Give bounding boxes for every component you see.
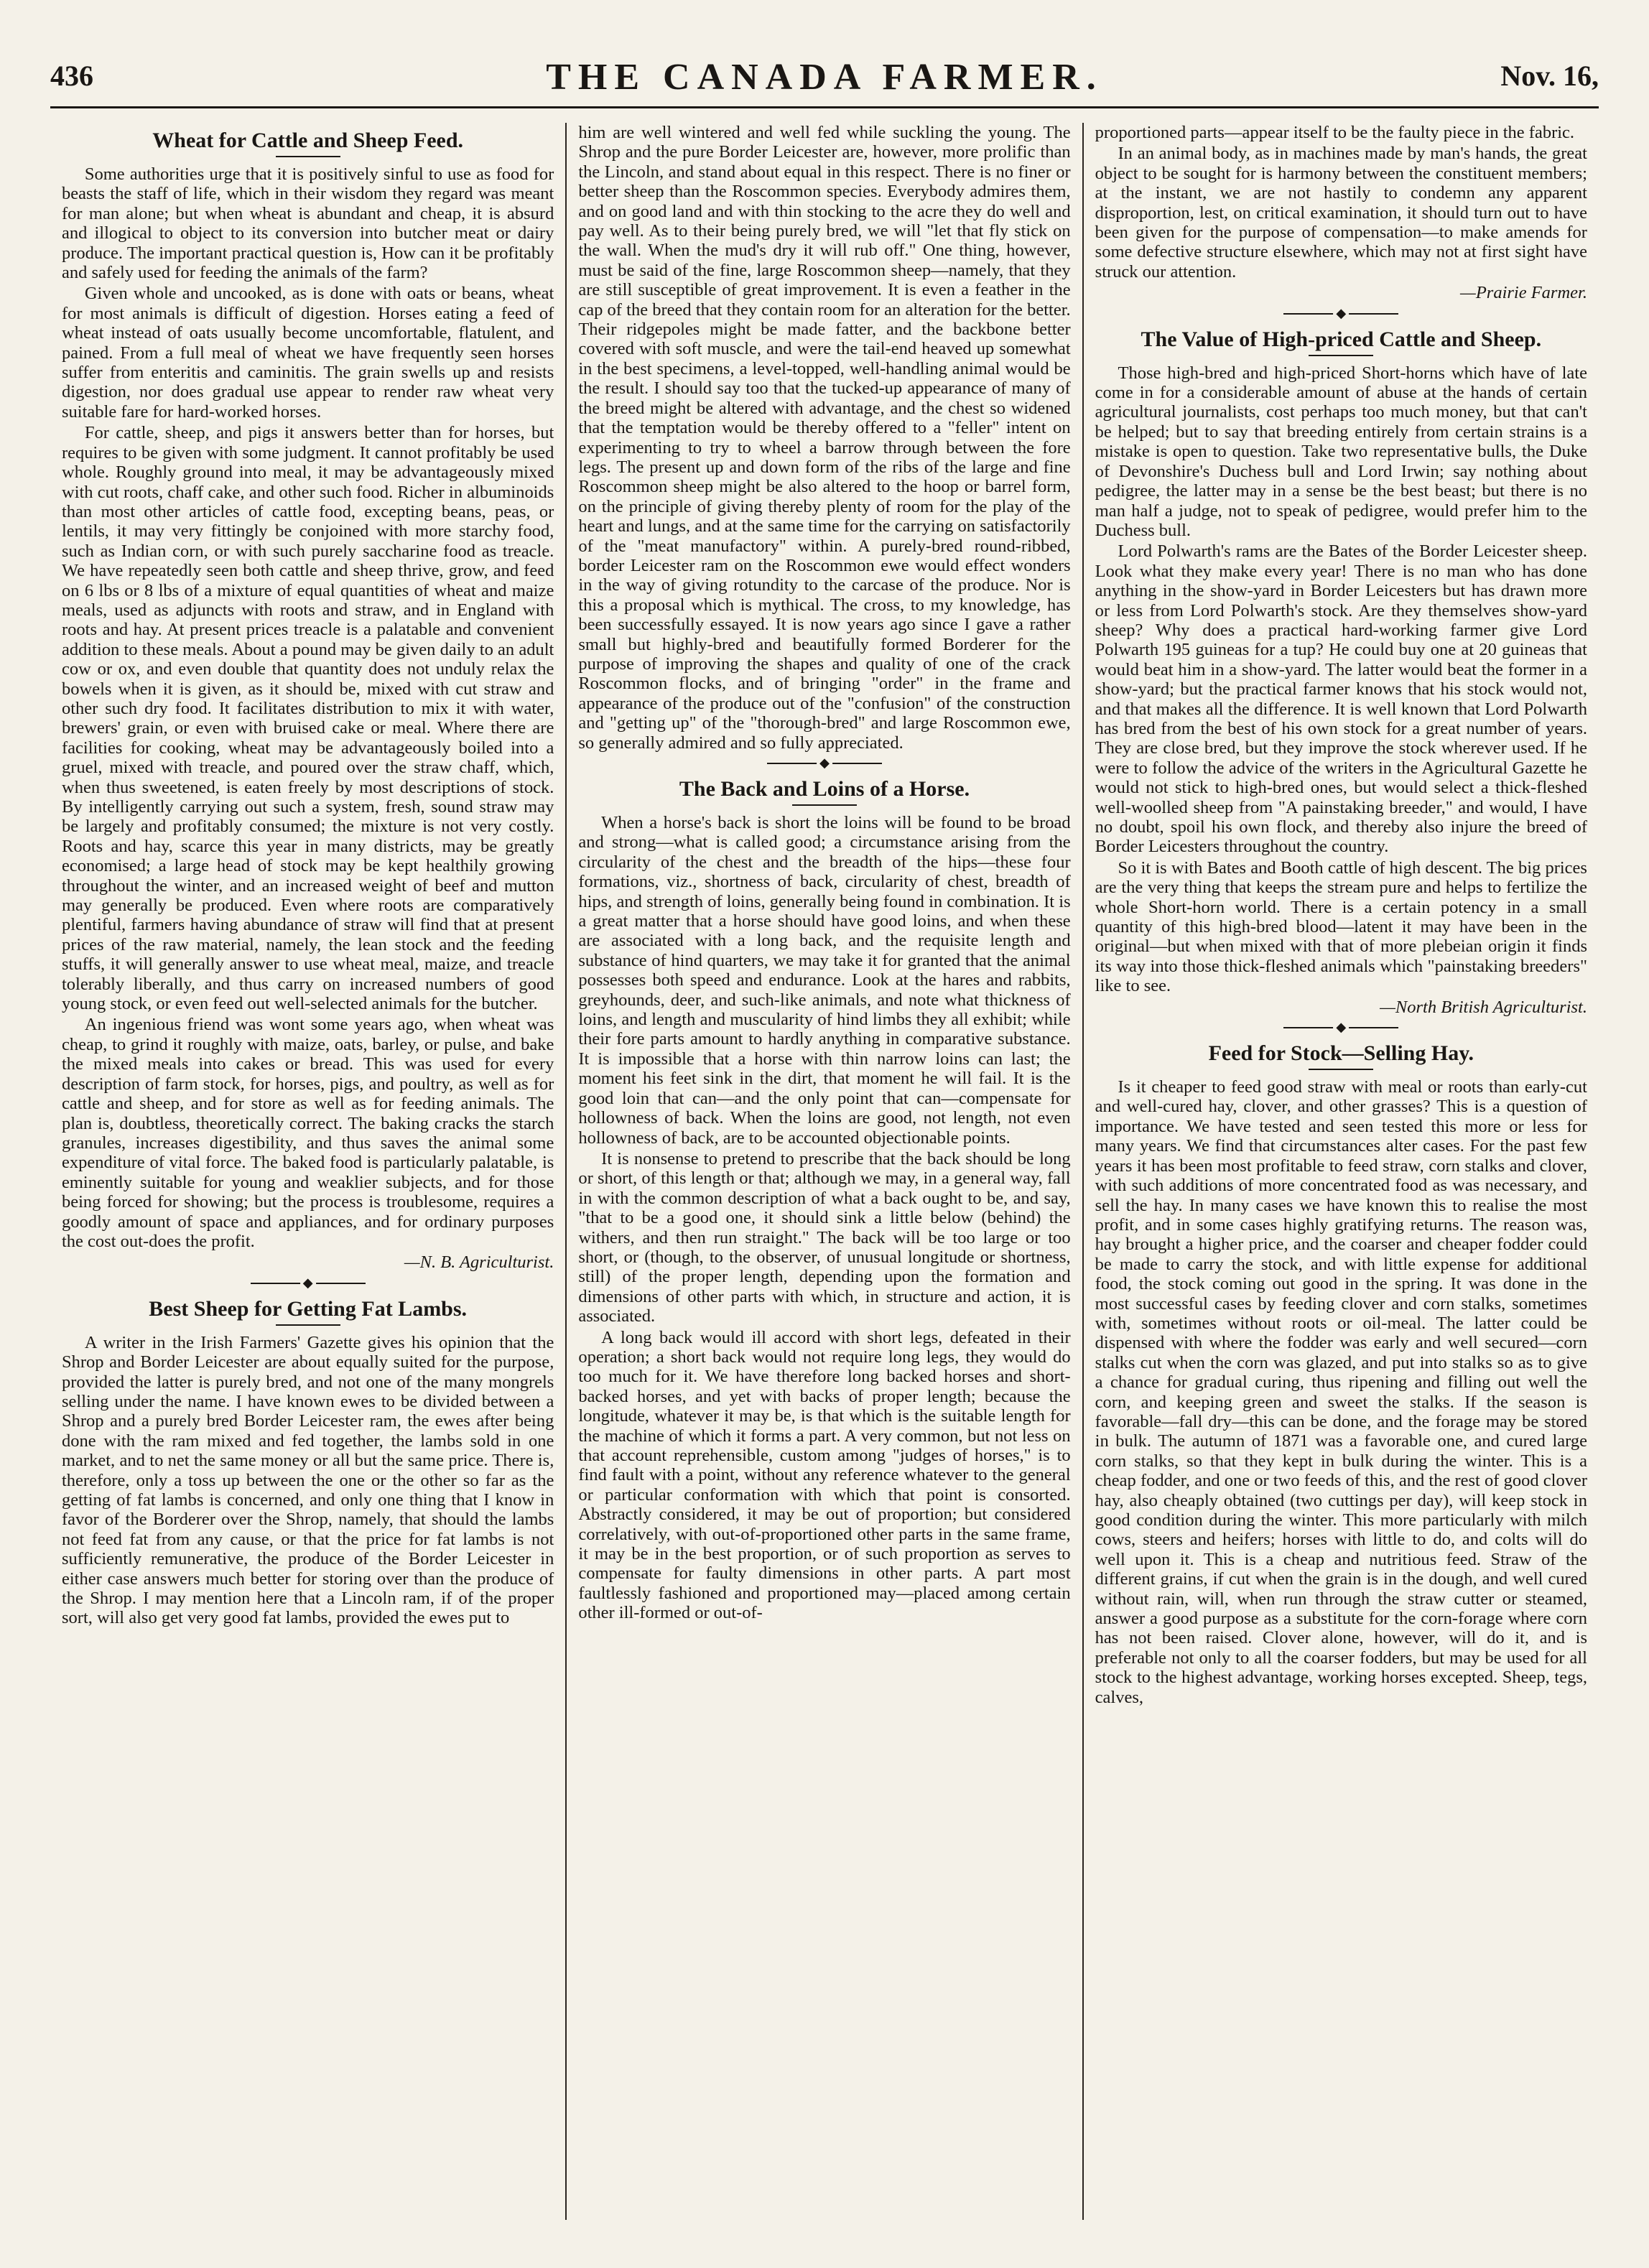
article-credit: —N. B. Agriculturist.: [404, 1252, 554, 1273]
title-rule: [1309, 355, 1373, 356]
article-paragraph: Some authorities urge that it is positively sinful to use as food for beasts the staff of life, which in their wisdom they regard was meant for man alone; but when wheat is abundant and cheap, it is absurd and illogical to object to its conversion into butcher meat or dairy produce. The important practical question is, How can it be profitably and safely used for feeding the animals of the farm?: [62, 164, 554, 283]
column-1: [50, 123, 565, 2220]
article-columns: [50, 123, 1599, 2220]
article-paragraph: For cattle, sheep, and pigs it answers better than for horses, but requires to be given with some judgment. It cannot profitably be used whole. Roughly ground into meal, it may be advantageously mixed with cut roots, chaff cake, and other such food. Richer in albuminoids than most other articles of cattle food, excepting beans, peas, or lentils, it may very fittingly be conjoined with more starchy food, such as Indian corn, or with such purely saccharine food as treacle. We have repeatedly seen both cattle and sheep thrive, grow, and feed on 6 lbs or 8 lbs of a mixture of equal quantities of wheat and maize meals, used as adjuncts with roots and straw, and in England with roots and hay. At present prices treacle is a palatable and convenient addition to these meals. About a pound may be given daily to an adult cow or ox, and even double that quantity does not unduly relax the bowels when it is given, as it should be, mixed with cut straw and other such dry food. It facilitates distribution to mix it with water, brewers' grain, or even with bruised cake or meal. Where there are facilities for cooking, wheat may be advantageously boiled into a gruel, mixed with treacle, and poured over the straw chaff, which, when thus sweetened, is eaten freely by most descriptions of stock. By intelligently carrying out such a system, fresh, sound straw may be largely and profitably consumed; the mixture is not very costly. Roots and hay, scarce this year in many districts, may be greatly economised; a large head of stock may be kept healthily growing throughout the winter, and an increased weight of beef and mutton may generally be produced. Even where roots are comparatively plentiful, farmers having abundance of straw will find that at present prices of the raw material, namely, the lean stock and the feeding stuffs, it will generally answer to use wheat meal, maize, and treacle tolerably liberally, and thus carry on increased numbers of good young stock, or even feed out well-selected animals for the butcher.: [62, 423, 554, 1014]
section-divider: [767, 763, 882, 770]
article-paragraph: So it is with Bates and Booth cattle of high descent. The big prices are the very thing that keeps the stream pure and helps to fertilize the whole Short-horn world. There is a certain potency in a small quantity of this high-bred blood—latent it may have been in the original—but when mixed with that of more plebeian origin it finds its way into those thick-fleshed animals which "painstaking breeders" like to see.: [1095, 858, 1587, 996]
article-paragraph: Those high-bred and high-priced Short-horns which have of late come in for a considerable amount of abuse at the hands of certain agricultural journalists, cost perhaps too much money, but that can't be helped; but to say that breeding entirely from certain strains is a mistake is open to question. Take two representative bulls, the Duke of Devonshire's Duchess bull and Lord Irwin; say nothing about pedigree, the latter may in a sense be the best beast; but there is no man half a judge, not to speak of pedigree, would prefer him to the Duchess bull.: [1095, 363, 1587, 540]
article-title: The Value of High-priced Cattle and Sheep.: [1141, 327, 1542, 351]
article-title: Feed for Stock—Selling Hay.: [1208, 1041, 1474, 1066]
article-paragraph: proportioned parts—appear itself to be the faulty piece in the fabric.: [1095, 123, 1575, 142]
title-rule: [276, 156, 340, 157]
paper-title: THE CANADA FARMER.: [546, 57, 1103, 98]
title-rule: [1309, 1069, 1373, 1070]
title-rule: [276, 1324, 340, 1326]
article-credit: —North British Agriculturist.: [1380, 997, 1587, 1017]
section-divider: [1283, 1027, 1398, 1034]
article-paragraph: Is it cheaper to feed good straw with meal or roots than early-cut and well-cured hay, clover, and other grasses? This is a question of importance. We have tested and seen tested this more or less for many years. We find that circumstances alter cases. For the past few years it has been most profitable to feed straw, corn stalks and clover, with such additions of more concentrated food as was necessary, and sell the hay. In many cases we have known this to realise the most profit, and in some cases highly gratifying returns. The reason was, hay brought a higher price, and the coarser and cheaper fodder could be made to carry the stock, and with little expense for additional food, the stock coming out good in the spring. It was done in the most successful cases by feeding clover and corn stalks, sometimes with, sometimes without roots or oil-meal. The latter could be dispensed with where the fodder was early and well secured—corn stalks cut when the corn was glazed, and put into stalks so as to give a chance for gradual curing, thus ripening and filling out well the corn, and keeping green and sweet the stalks. If the season is favorable—fall dry—this can be done, and the forage may be stored in bulk. The autumn of 1871 was a favorable one, and cured large corn stalks, so that they kept in bulk during the winter. This is a cheap fodder, and one or two feeds of this, and the rest of good clover hay, also cheaply obtained (two cuttings per day), will keep stock in good condition during the winter. This more particularly with milch cows, steers and heifers; horses with little to do, and colts will do well upon it. This is a cheap and nutritious feed. Straw of the different grains, if cut when the grain is in the dough, and well cured without rain, will, when run through the straw cutter or steamed, answer a good purpose as a substitute for the corn-forage where corn has not been raised. Clover alone, however, will do it, and is preferable not only to all the coarser fodders, but may be used for all stock to the highest advantage, working horses excepted. Sheep, tegs, calves,: [1095, 1077, 1587, 1707]
article-paragraph: An ingenious friend was wont some years ago, when wheat was cheap, to grind it roughly with maize, oats, barley, or pulse, and bake the mixed meals into cakes or bread. This was used for every description of farm stock, for horses, pigs, and poultry, as well as for cattle and sheep, and for store as well as for feeding animals. The plan is, doubtless, theoretically correct. The baking cracks the starch granules, increases digestibility, and thus saves the animal some expenditure of vital force. The baked food is particularly palatable, is eminently suitable for young and weaklier subjects, and for those being forced for showing; but the process is troublesome, requires a goodly amount of space and appliances, and for ordinary purposes the cost out-does the profit.: [62, 1015, 554, 1251]
article-title: Wheat for Cattle and Sheep Feed.: [152, 129, 464, 152]
article-credit: —Prairie Farmer.: [1460, 283, 1587, 303]
article-paragraph: him are well wintered and well fed while suckling the young. The Shrop and the pure Border Leicester are, however, more prolific than the Lincoln, and stand about equal in this respect. There is no finer or better sheep than the Roscommon species. Everybody admires them, and on good land and with thin stocking to the acre they do well and pay well. As to their being purely bred, we will "let that fly stick on the wall. When the mud's dry it will rub off." One thing, however, must be said of the fine, large Roscommon sheep—namely, that they are still susceptible of great improvement. It is even a feather in the cap of the breed that they contain room for an alteration for the better. Their ridgepoles might be made fatter, and the backbone better covered with soft muscle, and were the tail-end heaved up somewhat in the best specimens, a level-topped, well-handling animal would be the result. I should say too that the tucked-up appearance of many of the breed might be altered with advantage, and the chest so widened that the temptation would be thereby offered to a "feller" intent on experimenting to try to wheel a barrow through between the fore legs. The present up and down form of the ribs of the large and fine Roscommon sheep might be also altered to the hoop or barrel form, on the principle of giving thereby plenty of room for the play of the heart and lungs, and at the same time for the carrying on satisfactorily of the "meat manufactory" within. A purely-bred round-ribbed, border Leicester ram on the Roscommon ewe would effect wonders in the way of giving rotundity to the carcase of the produce. Nor is this a proposal which is mythical. The cross, to my knowledge, has been successfully essayed. It is now years ago since I gave a rather small but highly-bred and beautifully formed Borderer for the purpose of improving the shapes and quality of one of the crack Roscommon flocks, and of bringing "order" in the frame and appearance of the produce out of the "confusion" of the construction and "getting up" of the "thorough-bred" and large Roscommon ewe, so generally admired and so fully appreciated.: [578, 123, 1071, 753]
article-paragraph: A long back would ill accord with short legs, defeated in their operation; a short back would not require long legs, they would do too much for it. We have therefore long backed horses and short-backed horses, and yet with backs of proper length; because the longitude, whatever it may be, is that which is the suitable length for the machine of which it forms a part. A very common, but not less on that account reprehensible, custom among "judges of horses," is to find fault with a point, without any reference whatever to the general or particular conformation with which that point is consorted. Abstractly considered, it may be out of proportion; but considered correlatively, with out-of-proportioned other parts in the same frame, it may be in the best proportion, or of such proportion as serves to compensate for faulty dimensions in other parts. A part most faultlessly fashioned and proportioned may—placed among certain other ill-formed or out-of-: [578, 1327, 1071, 1623]
article-title: Best Sheep for Getting Fat Lambs.: [149, 1296, 468, 1321]
masthead: [50, 56, 1599, 108]
article-paragraph: Lord Polwarth's rams are the Bates of the Border Leicester sheep. Look what they make every year! There is no man who has done anything in the show-yard in Border Leicesters but has drawn more or less from Lord Polwarth's stock. Are they themselves show-yard sheep? Why does a practical hard-working farmer give Lord Polwarth 195 guineas for a tup? He could buy one at 20 guineas that would beat him in a show-yard. The latter would beat the former in a show-yard; but the practical farmer knows that his stock would not, and that makes all the difference. It is well known that Lord Polwarth has bred from the best of his own stock for a great number of years. They are close bred, but they improve the stock wherever used. If he were to follow the advice of the writers in the Agricultural Gazette he would not stick to high-bred ones, but would select a thick-fleshed well-woolled sheep from "A painstaking breeder," and would, I have no doubt, spoil his own flock, and thereby also injure the breed of Border Leicesters throughout the country.: [1095, 542, 1587, 857]
column-2: [565, 123, 1082, 2220]
title-rule: [792, 804, 857, 806]
article-paragraph: In an animal body, as in machines made by man's hands, the great object to be sought for is harmony between the constituent members; at the instant, we are not hastily to condemn any apparent disproportion, lest, on critical examination, it should turn out to have been given for the purpose of compensation—to make amends for some defective structure elsewhere, which may not at first sight have struck our attention.: [1095, 144, 1587, 282]
article-paragraph: A writer in the Irish Farmers' Gazette gives his opinion that the Shrop and Border Leicester are about equally suited for the purpose, provided the latter is purely bred, and not one of the many mongrels selling under the name. I have known ewes to be divided between a Shrop and a purely bred Border Leicester ram, the ewes after being done with the ram mixed and fed together, the lambs sold in one market, and to net the same money or all but the same price. There is, therefore, only a toss up between the one or the other so far as the getting of fat lambs is concerned, and only one thing that I know in favor of the Borderer over the Shrop, namely, that should the lambs not feed fat from any cause, or that the price for fat lambs is not sufficiently remunerative, the produce of the Border Leicester in either case answers much better for storing over than the produce of the Shrop. I may mention here that a Lincoln ram, if of the proper sort, will also get very good fat lambs, provided the ewes put to: [62, 1332, 554, 1628]
page-number: 436: [50, 60, 93, 92]
section-divider: [251, 1283, 366, 1290]
article-paragraph: It is nonsense to pretend to prescribe that the back should be long or short, of this length or that; although we may, in a general way, fall in with the common description of what a back ought to be, and say, "that to be a good one, it should sink a little below (behind) the withers, and then run straight." The back will be too large or too short, or (though, to the observer, of unusual longitude or shortness, still) of the proper length, depending upon the formation and dimensions of other parts with which, in structure and action, it is associated.: [578, 1148, 1071, 1326]
section-divider: [1283, 313, 1398, 320]
issue-date: Nov. 16,: [1500, 60, 1599, 92]
article-paragraph: Given whole and uncooked, as is done with oats or beans, wheat for most animals is difficult of digestion. Horses eating a feed of wheat instead of oats usually become uncomfortable, flatulent, and pained. From a full meal of wheat we have frequently seen horses suffer from enteritis and caminitis. The grain swells up and resists digestion, nor does gradual use appear to render raw wheat very suitable fare for hard-worked horses.: [62, 284, 554, 422]
article-paragraph: When a horse's back is short the loins will be found to be broad and strong—what is called good; a circumstance arising from the circularity of the chest and the breadth of the hips—these four formations, viz., shortness of back, circularity of chest, breadth of hips, and strength of loins, generally being found in combination. It is a great matter that a horse should have good loins, and when these are associated with a long back, and the requisite length and substance of hind quarters, we may take it for granted that the animal possesses both speed and endurance. Look at the hares and rabbits, greyhounds, deer, and such-like animals, and note what thickness of loins, and length and muscularity of hind limbs they all exhibit; while their fore parts amount to hardly anything in comparative substance. It is impossible that a horse with thin narrow loins can last; the moment his feet sink in the dirt, that moment he will fail. It is the good loin that can—and the only point that can—compensate for hollowness of back. When the loins are good, not length, not even hollowness of back, are to be accounted objectionable points.: [578, 813, 1071, 1148]
article-title: The Back and Loins of a Horse.: [679, 777, 970, 801]
column-3: [1082, 123, 1599, 2220]
